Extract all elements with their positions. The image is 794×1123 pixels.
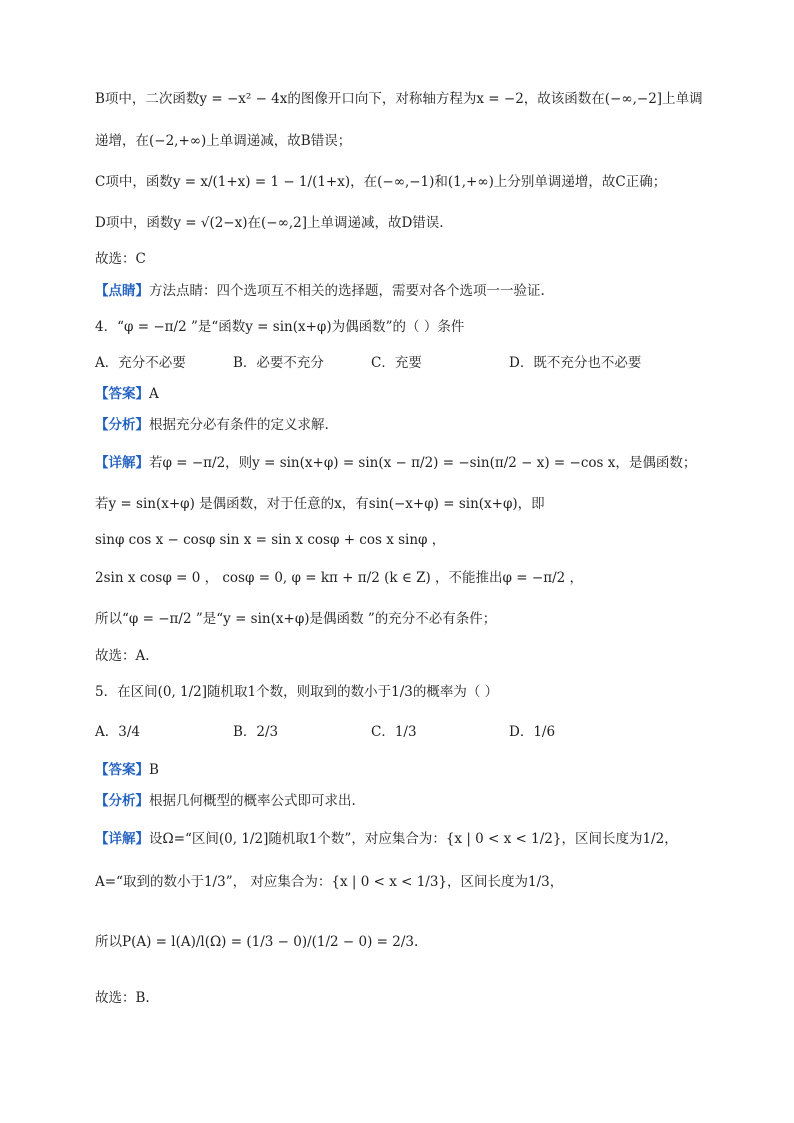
- q3-choice: 故选：C: [95, 251, 146, 267]
- q5-choice: 故选：B.: [95, 990, 150, 1006]
- q4-detail-5: 所以“φ = −π/2 ”是“y = sin(x+φ)是偶函数 ”的充分不必有条件；: [95, 611, 497, 627]
- q3-line-b2: 递增，在(−2,+∞)上单调递减，故B错误；: [95, 133, 352, 149]
- q5-option-a: A．3/4: [95, 724, 140, 740]
- q5-options: [95, 722, 647, 742]
- q4-analysis: [95, 415, 329, 435]
- answer-value: B: [149, 762, 159, 778]
- q4-answer: [95, 384, 159, 404]
- detail-text: 若φ = −π/2，则y = sin(x+φ) = sin(x − π/2) = −sin(π/2 − x) = −cos x，是偶函数；: [149, 455, 697, 471]
- analysis-tag: 【分析】: [95, 417, 149, 433]
- answer-tag: 【答案】: [95, 762, 149, 778]
- q4-option-d: D．既不充分也不必要: [509, 355, 642, 371]
- q5-detail-3: 所以P(A) = l(A)/l(Ω) = (1/3 − 0)/(1/2 − 0) = 2/3.: [95, 934, 419, 950]
- detail-text: 设Ω=“区间(0, 1/2]随机取1个数”，对应集合为：{x | 0 < x < 1/2}，区间长度为1/2，: [149, 831, 678, 847]
- q4-choice: 故选：A.: [95, 648, 150, 664]
- answer-tag: 【答案】: [95, 386, 149, 402]
- analysis-tag: 【分析】: [95, 793, 149, 809]
- q3-line-c: C项中，函数y = x/(1+x) = 1 − 1/(1+x)，在(−∞,−1)和(1,+∞)上分别单调递增，故C正确；: [95, 174, 667, 190]
- q3-tip: [95, 281, 545, 301]
- q4-options: [95, 353, 647, 373]
- q4-option-b: B．必要不充分: [233, 355, 324, 371]
- analysis-text: 根据充分必有条件的定义求解.: [149, 417, 329, 433]
- q4-detail-1: [95, 453, 696, 473]
- q4-option-c: C．充要: [371, 355, 422, 371]
- q4-detail-4: 2sin x cosφ = 0 ， cosφ = 0, φ = kπ + π/2 (k ∈ Z) ，不能推出φ = −π/2 ，: [95, 570, 584, 586]
- q5-answer: [95, 760, 159, 780]
- q5-option-b: B．2/3: [233, 724, 279, 740]
- detail-tag: 【详解】: [95, 455, 149, 471]
- q4-option-a: A．充分不必要: [95, 355, 186, 371]
- q4-stem: 4．“φ = −π/2 ”是“函数y = sin(x+φ)为偶函数”的（ ）条件: [95, 319, 465, 335]
- q5-analysis: [95, 791, 356, 811]
- q5-option-d: D．1/6: [509, 724, 556, 740]
- q5-detail-2: A=“取到的数小于1/3”， 对应集合为：{x | 0 < x < 1/3}，区间长度为1/3，: [95, 874, 564, 890]
- q3-line-b1: B项中，二次函数y = −x² − 4x的图像开口向下，对称轴方程为x = −2，故该函数在(−∞,−2]上单调: [95, 91, 703, 107]
- q4-detail-2: 若y = sin(x+φ) 是偶函数，对于任意的x，有sin(−x+φ) = sin(x+φ)，即: [95, 496, 545, 512]
- q5-stem: 5．在区间(0, 1/2]随机取1个数，则取到的数小于1/3的概率为（ ）: [95, 684, 499, 700]
- detail-tag: 【详解】: [95, 831, 149, 847]
- analysis-text: 根据几何概型的概率公式即可求出.: [149, 793, 356, 809]
- tip-tag: 【点睛】: [95, 283, 149, 299]
- q5-option-c: C．1/3: [371, 724, 417, 740]
- tip-text: 方法点睛：四个选项互不相关的选择题，需要对各个选项一一验证.: [149, 283, 545, 299]
- q3-line-d: D项中，函数y = √(2−x)在(−∞,2]上单调递减，故D错误.: [95, 215, 444, 231]
- answer-value: A: [149, 386, 159, 402]
- q4-detail-3: sinφ cos x − cosφ sin x = sin x cosφ + cos x sinφ ，: [95, 532, 446, 548]
- q5-detail-1: [95, 829, 678, 849]
